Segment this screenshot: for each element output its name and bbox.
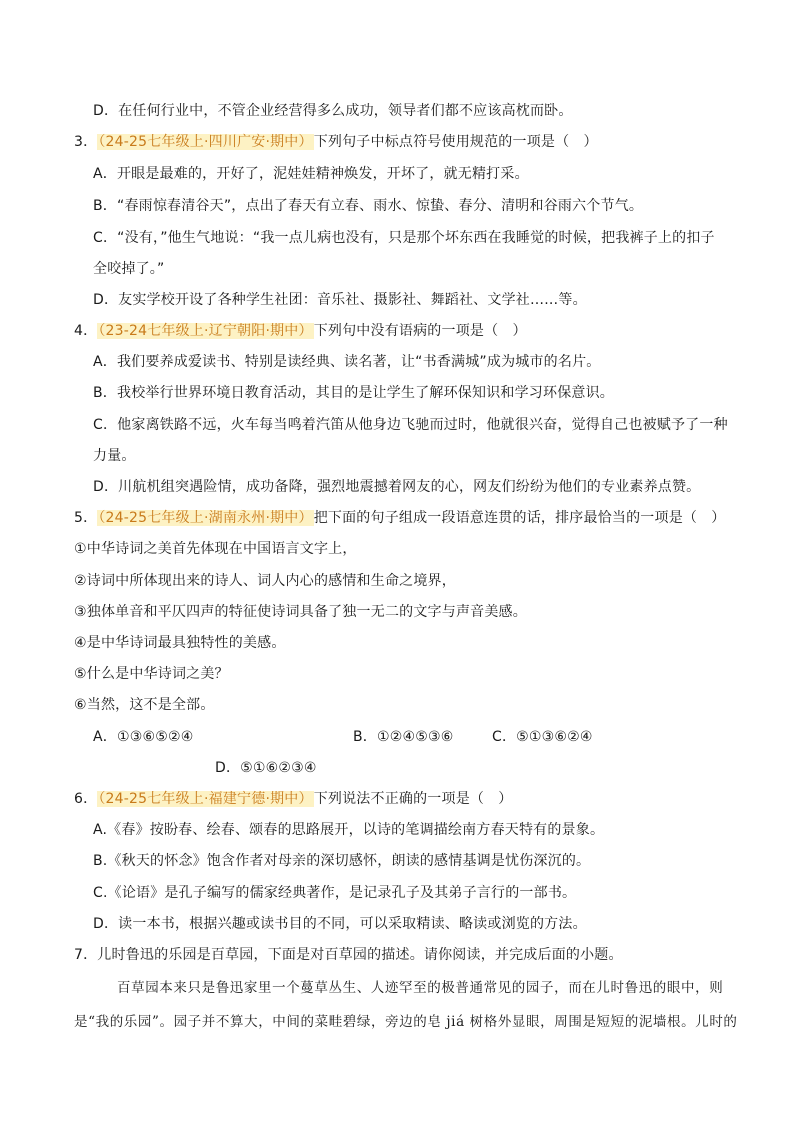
question-text: 下列句中没有语病的一项是（ ）	[313, 323, 527, 339]
q5-option-d: D．⑤①⑥②③④	[215, 760, 317, 776]
question-6-stem	[74, 789, 513, 809]
question-number: 3．	[74, 134, 98, 150]
q4-option-a: A．我们要养成爱读书、特别是读经典、读名著，让“书香满城”成为城市的名片。	[93, 354, 601, 370]
q5-sentence-5: ⑤什么是中华诗词之美？	[74, 666, 229, 682]
question-5-stem	[74, 508, 726, 528]
question-source-tag: （24-25七年级上·福建宁德·期中）	[98, 791, 313, 807]
q4-option-d: D．川航机组突遇险情，成功备降，强烈地震撼着网友的心，网友们纷纷为他们的专业素养点赞。	[93, 479, 701, 495]
q5-sentence-6: ⑥当然，这不是全部。	[74, 697, 215, 713]
q4-option-b: B．我校举行世界环境日教育活动，其目的是让学生了解环保知识和学习环保意识。	[93, 385, 615, 401]
q7-passage-line2: 是“我的乐园”。园子并不算大，中间的菜畦碧绿，旁边的皂 jiá 树格外显眼，周围是短短的泥墙根。儿时的	[74, 1014, 738, 1030]
q5-sentence-2: ②诗词中所体现出来的诗人、词人内心的感情和生命之境界，	[74, 573, 456, 589]
question-source-tag: （24-25七年级上·四川广安·期中）	[98, 134, 313, 150]
q5-sentence-4: ④是中华诗词最具独特性的美感。	[74, 635, 286, 651]
q3-option-a: A．开眼是最难的，开好了，泥娃娃精神焕发，开坏了，就无精打采。	[93, 166, 529, 182]
q6-option-b: B.《秋天的怀念》饱含作者对母亲的深切感怀，朗读的感情基调是忧伤深沉的。	[93, 853, 591, 869]
question-3-stem	[74, 132, 598, 152]
question-4-stem	[74, 321, 527, 341]
question-text: 下列句子中标点符号使用规范的一项是（ ）	[313, 134, 598, 150]
question-text: 下列说法不正确的一项是（ ）	[313, 791, 513, 807]
question-text: 把下面的句子组成一段语意连贯的话，排序最恰当的一项是（ ）	[313, 510, 726, 526]
q7-passage-line1: 百草园本来只是鲁迅家里一个蔓草丛生、人迹罕至的极普通常见的园子，而在儿时鲁迅的眼中，则	[117, 980, 724, 996]
question-number: 5．	[74, 510, 98, 526]
q4-option-c-line1: C．他家离铁路不远，火车每当鸣着汽笛从他身边飞驰而过时，他就很兴奋，觉得自己也被赋予了一种	[93, 417, 728, 433]
q3-option-d: D．友实学校开设了各种学生社团：音乐社、摄影社、舞蹈社、文学社……等。	[93, 292, 587, 308]
q5-sentence-3: ③独体单音和平仄四声的特征使诗词具备了独一无二的文字与声音美感。	[74, 604, 527, 620]
q6-option-d: D．读一本书，根据兴趣或读书目的不同，可以采取精读、略读或浏览的方法。	[93, 916, 587, 932]
prev-option-d: D．在任何行业中，不管企业经营得多么成功，领导者们都不应该高枕而卧。	[93, 103, 573, 119]
question-source-tag: （24-25七年级上·湖南永州·期中）	[98, 510, 313, 526]
q3-option-b: B．“春雨惊春清谷天”，点出了春天有立春、雨水、惊蛰、春分、清明和谷雨六个节气。	[93, 198, 644, 214]
q5-option-c: C．⑤①③⑥②④	[492, 729, 593, 745]
q5-option-a: A．①③⑥⑤②④	[93, 729, 194, 745]
question-7-stem: 7．儿时鲁迅的乐园是百草园，下面是对百草园的描述。请你阅读，并完成后面的小题。	[74, 947, 623, 963]
q5-sentence-1: ①中华诗词之美首先体现在中国语言文字上，	[74, 541, 357, 557]
question-source-tag: （23-24七年级上·辽宁朝阳·期中）	[98, 323, 313, 339]
question-number: 4．	[74, 323, 98, 339]
q4-option-c-line2: 力量。	[93, 448, 136, 464]
q6-option-c: C.《论语》是孔子编写的儒家经典著作，是记录孔子及其弟子言行的一部书。	[93, 885, 577, 901]
question-number: 6．	[74, 791, 98, 807]
q5-option-b: B．①②④⑤③⑥	[353, 729, 454, 745]
q3-option-c-line1: C．“没有，”他生气地说：“我一点儿病也没有，只是那个坏东西在我睡觉的时候，把我裤子上的扣子	[93, 230, 715, 246]
q3-option-c-line2: 全咬掉了。”	[93, 261, 165, 277]
q6-option-a: A.《春》按盼春、绘春、颂春的思路展开，以诗的笔调描绘南方春天特有的景象。	[93, 822, 605, 838]
